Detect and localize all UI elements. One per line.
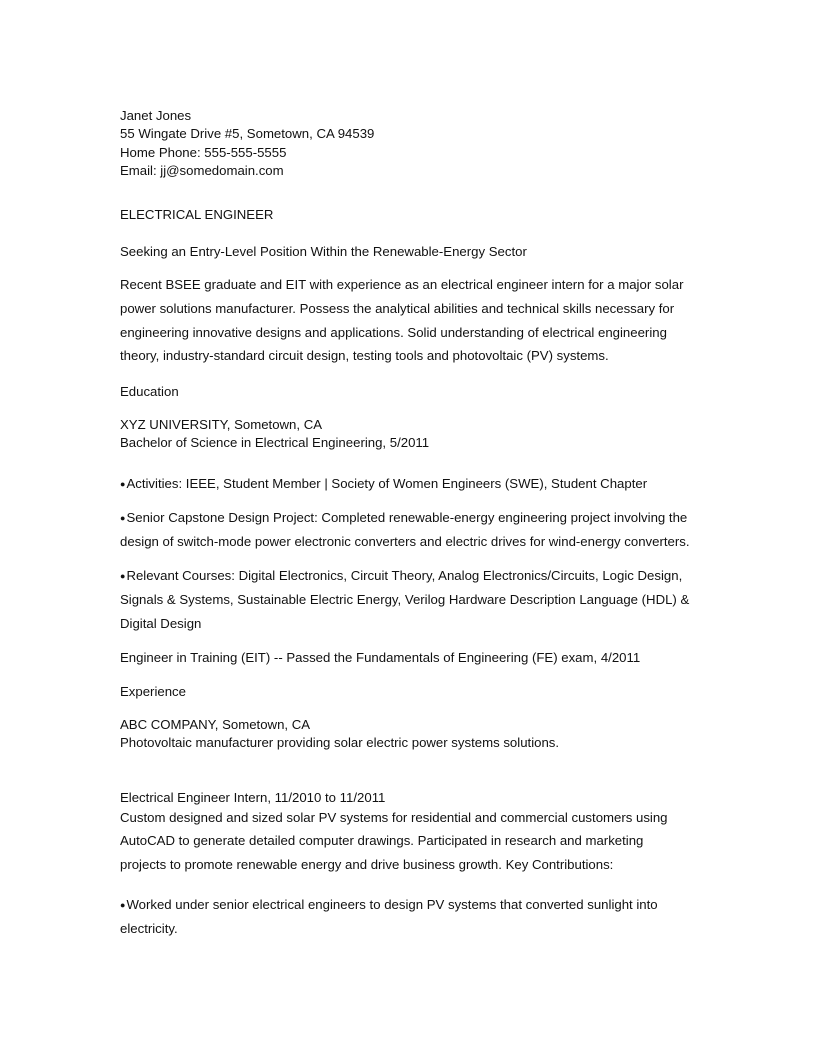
courses-text: Relevant Courses: Digital Electronics, Circuit Theory, Analog Electronics/Circuits, Logic Design, [126, 568, 683, 583]
experience-heading-text: Experience [120, 684, 186, 699]
contact-block [120, 107, 710, 181]
activities-item [120, 472, 710, 496]
activities-text: Activities: IEEE, Student Member | Society of Women Engineers (SWE), Student Chapter [126, 476, 648, 491]
education-heading-text: Education [120, 384, 179, 399]
capstone-text: Senior Capstone Design Project: Completed renewable-energy engineering project involving the [126, 510, 688, 525]
eit-line [120, 646, 710, 670]
bullet-icon: ● [120, 900, 126, 910]
address-line: 55 Wingate Drive #5, Sometown, CA 94539 [120, 126, 375, 142]
eit-text: Engineer in Training (EIT) -- Passed the Fundamentals of Engineering (FE) exam, 4/2011 [120, 650, 641, 665]
objective [120, 243, 710, 261]
role-description: projects to promote renewable energy and drive business growth. Key Contributions: [120, 857, 614, 873]
capstone-item [120, 506, 710, 554]
courses-item [120, 564, 710, 635]
bullet-icon: ● [120, 513, 126, 523]
role-block [120, 789, 710, 877]
education-heading [120, 383, 710, 401]
company-block [120, 716, 710, 753]
experience-heading [120, 683, 710, 701]
summary-line: Recent BSEE graduate and EIT with experience as an electrical engineer intern for a major solar [120, 277, 684, 292]
candidate-name: Janet Jones [120, 108, 192, 123]
courses-text: Signals & Systems, Sustainable Electric Energy, Verilog Hardware Description Language (HDL) & [120, 591, 690, 607]
company-name: ABC COMPANY, Sometown, CA [120, 717, 311, 732]
contribution-item [120, 893, 710, 941]
title-text: ELECTRICAL ENGINEER [120, 207, 274, 222]
contribution-text: Worked under senior electrical engineers to design PV systems that converted sunlight into [126, 897, 658, 912]
education-school-block [120, 416, 710, 453]
contribution-text: electricity. [120, 920, 178, 936]
summary-line: power solutions manufacturer. Possess the analytical abilities and technical skills necessary for [120, 300, 675, 316]
email-line: Email: jj@somedomain.com [120, 163, 284, 179]
company-description: Photovoltaic manufacturer providing solar electric power systems solutions. [120, 735, 560, 751]
courses-text: Digital Design [120, 615, 202, 631]
summary-line: engineering innovative designs and applications. Solid understanding of electrical engineering [120, 324, 667, 340]
role-description: AutoCAD to generate detailed computer drawings. Participated in research and marketing [120, 833, 644, 849]
bullet-icon: ● [120, 479, 126, 489]
role-description: Custom designed and sized solar PV systems for residential and commercial customers using [120, 810, 668, 826]
bullet-icon: ● [120, 571, 126, 581]
resume-title [120, 206, 710, 224]
summary-paragraph [120, 273, 710, 368]
capstone-text: design of switch-mode power electronic converters and electric drives for wind-energy converters. [120, 533, 690, 549]
summary-line: theory, industry-standard circuit design, testing tools and photovoltaic (PV) systems. [120, 348, 609, 364]
phone-line: Home Phone: 555-555-5555 [120, 144, 287, 160]
school-name: XYZ UNIVERSITY, Sometown, CA [120, 417, 323, 432]
degree: Bachelor of Science in Electrical Engineering, 5/2011 [120, 435, 430, 451]
role-title: Electrical Engineer Intern, 11/2010 to 11/2011 [120, 790, 386, 805]
objective-text: Seeking an Entry-Level Position Within the Renewable-Energy Sector [120, 244, 527, 259]
